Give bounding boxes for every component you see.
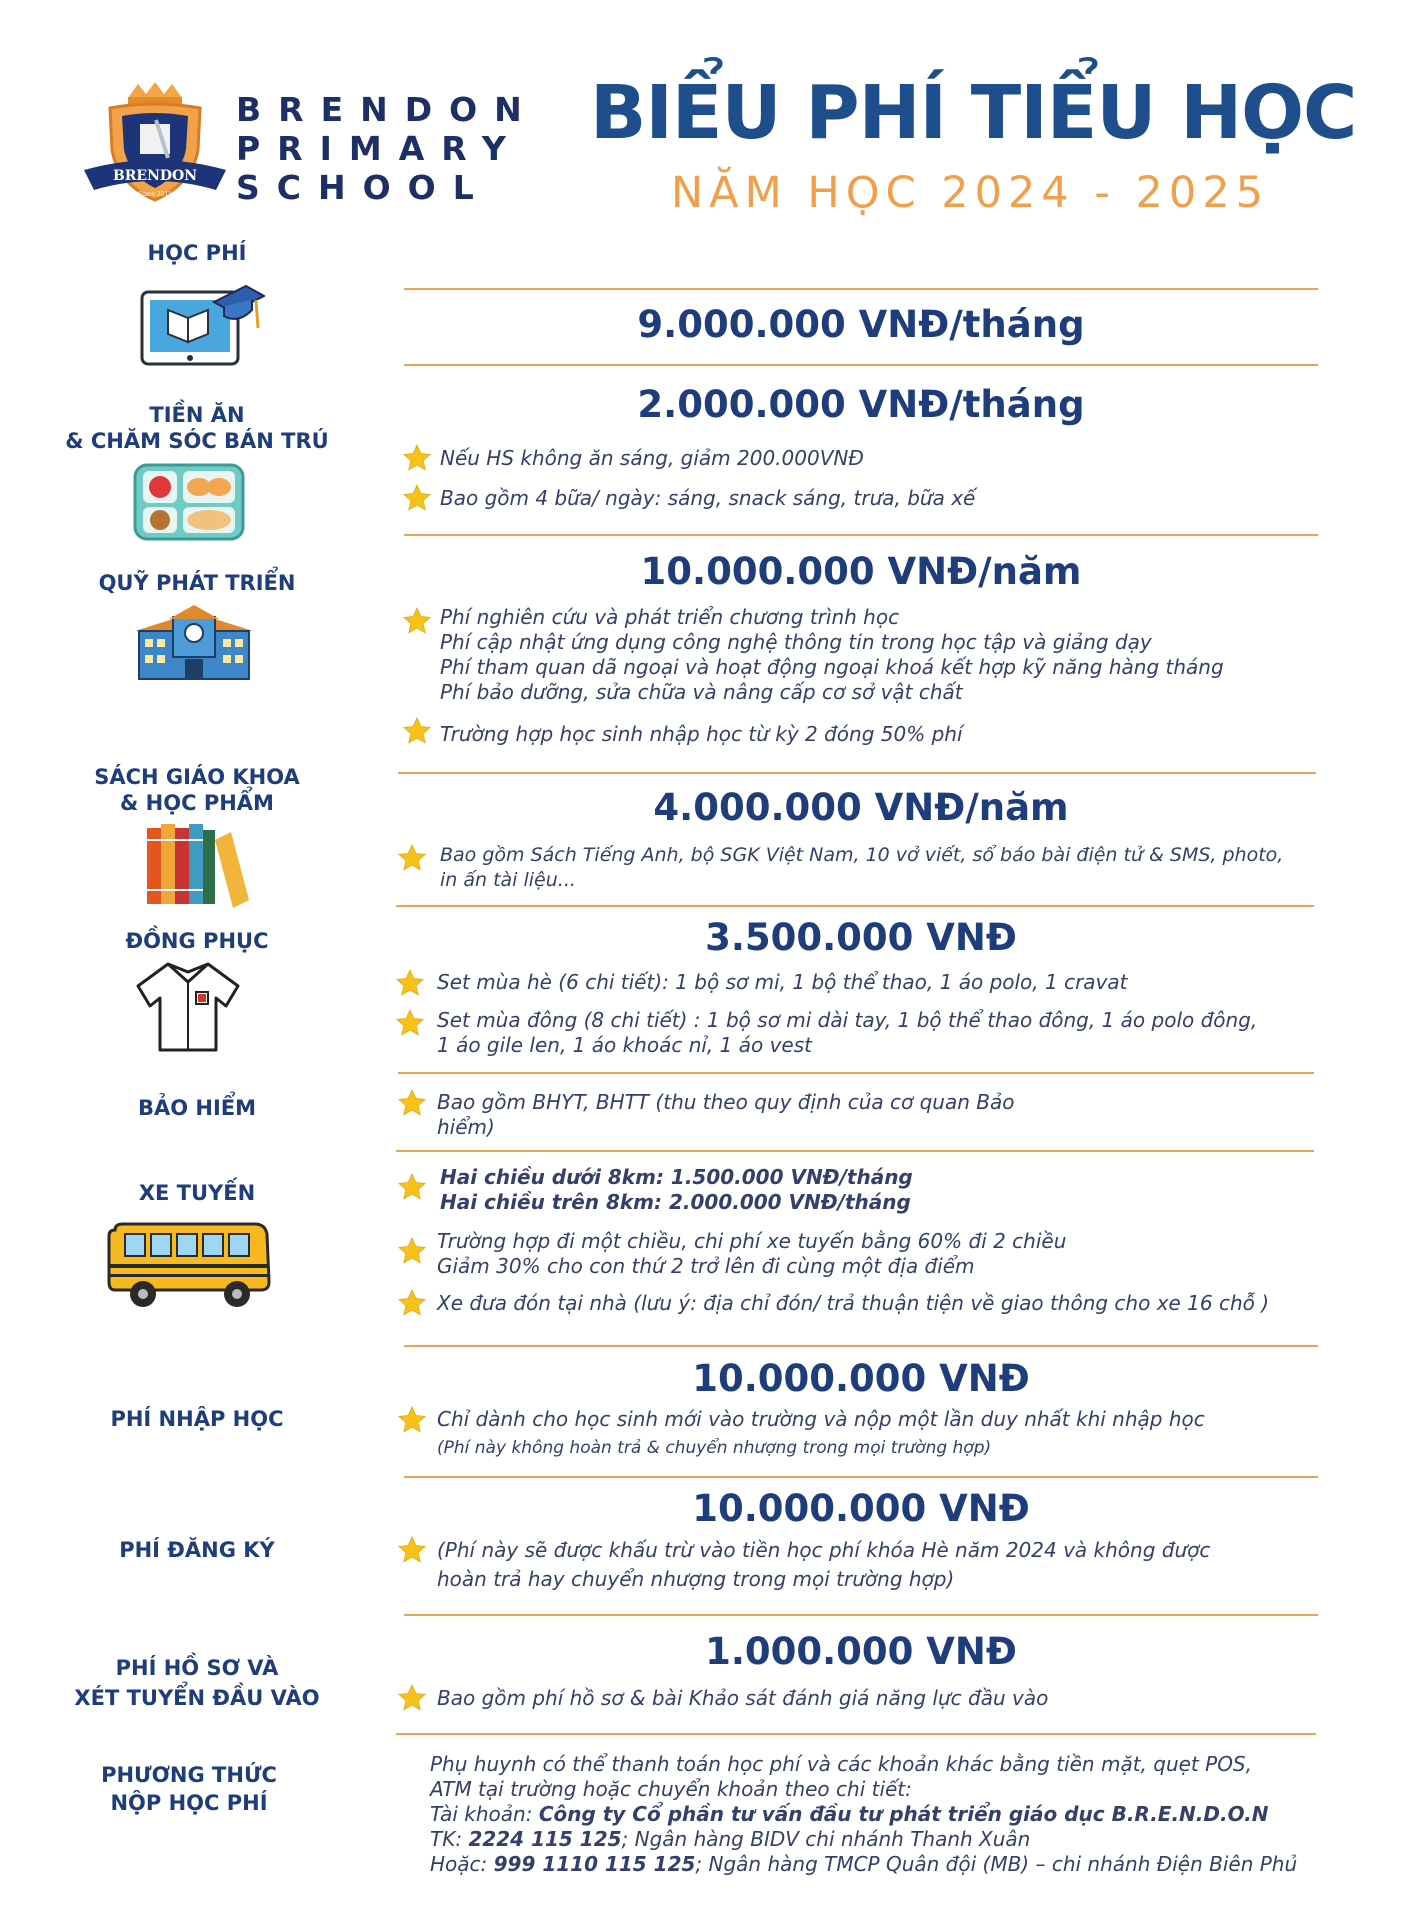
star-icon (402, 483, 432, 513)
star-icon (397, 1172, 427, 1202)
note-phi-dang-ky: (Phí này sẽ được khấu trừ vào tiền học phí khóa Hè năm 2024 và không được hoàn trả hay chuyển nhượng trong mọi trường hợp) (437, 1538, 1211, 1591)
divider (404, 1345, 1318, 1347)
star-icon (402, 716, 432, 746)
note-xe-tuyen-tai-nha: Xe đưa đón tại nhà (lưu ý: địa chỉ đón/ trả thuận tiện về giao thông cho xe 16 chỗ ) (437, 1291, 1270, 1315)
note-dong-phuc-he: Set mùa hè (6 chi tiết): 1 bộ sơ mi, 1 bộ thể thao, 1 áo polo, 1 cravat (437, 970, 1128, 994)
amount-quy-phat-trien: 10.000.000 VNĐ/năm (640, 550, 1082, 593)
page-title: BIỂU PHÍ TIỂU HỌC (590, 70, 1357, 156)
amount-hoc-phi: 9.000.000 VNĐ/tháng (637, 303, 1085, 346)
divider (404, 364, 1318, 366)
note-tien-an-2: Bao gồm 4 bữa/ ngày: sáng, snack sáng, trưa, bữa xế (440, 486, 976, 510)
amount-tien-an: 2.000.000 VNĐ/tháng (637, 383, 1085, 426)
school-name: BRENDON PRIMARY SCHOOL (236, 90, 539, 207)
note-xe-tuyen-mot-chieu: Trường hợp đi một chiều, chi phí xe tuyến bằng 60% đi 2 chiều Giảm 30% cho con thứ 2 trở lên đi cùng một địa điểm (437, 1229, 1067, 1278)
star-icon (397, 1088, 427, 1118)
page-subtitle: NĂM HỌC 2024 - 2025 (671, 168, 1269, 218)
star-icon (397, 1236, 427, 1266)
divider (396, 1733, 1316, 1735)
school-building-icon (133, 605, 255, 685)
star-icon (397, 1405, 427, 1435)
star-icon (402, 443, 432, 473)
school-crest (80, 80, 230, 210)
label-phuong-thuc: PHƯƠNG THỨC NỘP HỌC PHÍ (101, 1763, 277, 1815)
divider (404, 1614, 1318, 1616)
note-bao-hiem: Bao gồm BHYT, BHTT (thu theo quy định của cơ quan Bảo hiểm) (437, 1090, 1015, 1139)
amount-phi-dang-ky: 10.000.000 VNĐ (692, 1487, 1030, 1530)
star-icon (397, 1683, 427, 1713)
star-icon (402, 606, 432, 636)
label-bao-hiem: BẢO HIỂM (137, 1096, 257, 1120)
star-icon (397, 843, 427, 873)
note-ho-so: Bao gồm phí hồ sơ & bài Khảo sát đánh giá năng lực đầu vào (437, 1686, 1049, 1710)
divider (398, 1072, 1314, 1074)
account-name: Công ty Cổ phần tư vấn đầu tư phát triển giáo dục B.R.E.N.D.O.N (538, 1802, 1269, 1826)
amount-ho-so: 1.000.000 VNĐ (705, 1630, 1017, 1673)
divider (396, 905, 1314, 907)
note-quy-group: Phí nghiên cứu và phát triển chương trình học Phí cập nhật ứng dụng công nghệ thông tin trong học tập và giảng dạy Phí tham quan dã ngoại và hoạt động ngoại khoá kết hợp kỹ năng hàng tháng Phí bảo dưỡng, sửa chữa và nâng cấp cơ sở vật chất (440, 605, 1224, 704)
label-ho-so: PHÍ HỒ SƠ VÀ XÉT TUYỂN ĐẦU VÀO (74, 1656, 320, 1710)
note-quy-ky-2: Trường hợp học sinh nhập học từ kỳ 2 đóng 50% phí (440, 722, 963, 746)
divider (398, 772, 1316, 774)
label-dong-phuc: ĐỒNG PHỤC (125, 929, 269, 953)
label-phi-dang-ky: PHÍ ĐĂNG KÝ (119, 1538, 275, 1562)
divider (404, 1476, 1318, 1478)
amount-sach: 4.000.000 VNĐ/năm (653, 786, 1069, 829)
label-xe-tuyen: XE TUYẾN (138, 1181, 256, 1205)
payment-info: Phụ huynh có thể thanh toán học phí và các khoản khác bằng tiền mặt, quẹt POS, ATM tại trường hoặc chuyển khoản theo chi tiết: Tài khoản: Công ty Cổ phần tư vấn đầu tư phát triển giáo dục B.R.E.N.D.O.N TK: 2224 115 125; Ngân hàng BIDV chi nhánh Thanh Xuân Hoặc: 999 1110 115 125; Ngân hàng TMCP Quân đội (MB) – chi nhánh Điện Biên Phủ (430, 1752, 1298, 1876)
divider (404, 534, 1318, 536)
shirt-icon (132, 960, 244, 1056)
note-phi-nhap-hoc: Chỉ dành cho học sinh mới vào trường và nộp một lần duy nhất khi nhập học (437, 1407, 1205, 1431)
divider (404, 288, 1318, 290)
star-icon (395, 968, 425, 998)
books-icon (145, 820, 250, 912)
label-sach: SÁCH GIÁO KHOA & HỌC PHẨM (94, 765, 300, 815)
label-phi-nhap-hoc: PHÍ NHẬP HỌC (110, 1407, 284, 1431)
label-tien-an: TIỀN ĂN & CHĂM SÓC BÁN TRÚ (65, 403, 329, 453)
amount-dong-phuc: 3.500.000 VNĐ (705, 916, 1017, 959)
note-xe-tuyen-gia: Hai chiều dưới 8km: 1.500.000 VNĐ/tháng Hai chiều trên 8km: 2.000.000 VNĐ/tháng (440, 1165, 913, 1214)
alt-account-number: 999 1110 115 125 (493, 1852, 696, 1876)
svg-text:BRENDON: BRENDON (112, 168, 198, 184)
divider (396, 1150, 1314, 1152)
note-dong-phuc-dong: Set mùa đông (8 chi tiết) : 1 bộ sơ mi dài tay, 1 bộ thể thao đông, 1 áo polo đông, 1 áo gile len, 1 áo khoác nỉ, 1 áo vest (437, 1008, 1258, 1057)
star-icon (395, 1008, 425, 1038)
star-icon (397, 1535, 427, 1565)
amount-phi-nhap-hoc: 10.000.000 VNĐ (692, 1357, 1030, 1400)
star-icon (397, 1288, 427, 1318)
subnote-phi-nhap-hoc: (Phí này không hoàn trả & chuyển nhượng trong mọi trường hợp) (437, 1438, 992, 1458)
account-number: 2224 115 125 (468, 1827, 622, 1851)
note-sach: Bao gồm Sách Tiếng Anh, bộ SGK Việt Nam, 10 vở viết, sổ báo bài điện tử & SMS, photo, in ấn tài liệu... (440, 844, 1284, 891)
note-tien-an-1: Nếu HS không ăn sáng, giảm 200.000VNĐ (440, 446, 864, 470)
school-bus-icon (105, 1222, 271, 1314)
svg-text:Since 2011: Since 2011 (138, 191, 172, 198)
tablet-graduation-icon (140, 270, 265, 374)
label-quy-phat-trien: QUỸ PHÁT TRIỂN (98, 571, 296, 595)
label-hoc-phi: HỌC PHÍ (147, 241, 247, 265)
lunch-tray-icon (133, 463, 245, 545)
